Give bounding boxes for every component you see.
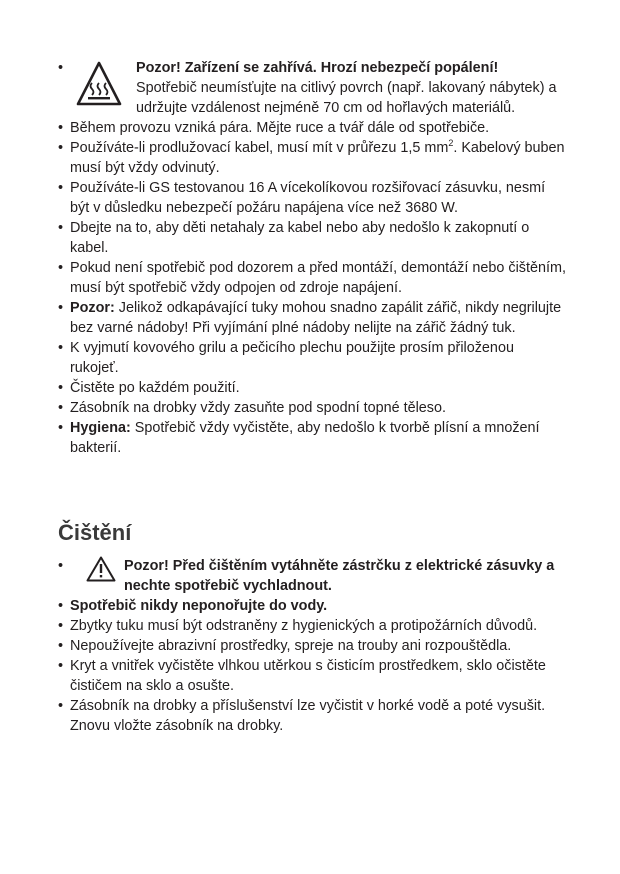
list-item-children: • Dbejte na to, aby děti netahaly za kabel nebo aby nedošlo k zakopnutí o kabel. [58,218,566,258]
list-item-crumb-tray: • Zásobník na drobky vždy zasuňte pod spodní topné těleso. [58,398,566,418]
list-item-cleaning-warning [58,556,566,596]
list-item-gs-socket: • Používáte-li GS testovanou 16 A vícekolíkovou rozšiřovací zásuvku, nesmí být v důsledku nebezpečí požáru napájena více než 3680 W. [58,178,566,218]
cleaning-heading: Čištění [58,520,132,545]
list-item-cable [58,138,566,178]
list-item-hygiene [58,418,566,458]
cleaning-list [58,556,566,736]
hygiene-text: Spotřebič vždy vyčistěte, aby nedošlo k tvorbě plísní a množení bakterií. [70,420,540,456]
hot-surface-warning-icon [76,61,122,107]
hygiene-label: Hygiena: [70,420,131,436]
hot-warning-block [70,58,566,118]
list-item-grease [58,298,566,338]
cable-text-a: Používáte-li prodlužovací kabel, musí mít v průřezu 1,5 mm [70,140,449,156]
cleaning-warning-text: • Pozor! Před čištěním vytáhněte zástrčku z elektrické zásuvky a nechte spotřebič vychladnout. [124,558,555,594]
cleaning-warning-block [70,556,566,596]
list-item-no-immerse [58,596,566,616]
list-item-grease-remove: • Zbytky tuku musí být odstraněny z hygienických a protipožárních důvodů. [58,616,566,636]
list-item-handle: • K vyjmutí kovového grilu a pečicího plechu použijte prosím přiloženou rukojeť. [58,338,566,378]
hot-warning-title: Pozor! Zařízení se zahřívá. Hrozí nebezpečí popálení! [136,60,499,76]
list-item-wipe: • Kryt a vnitřek vyčistěte vlhkou utěrkou s čisticím prostředkem, sklo očistěte čističem na sklo a osušte. [58,656,566,696]
list-item-steam: • Během provozu vzniká pára. Mějte ruce a tvář dále od spotřebiče. [58,118,566,138]
caution-triangle-icon [86,556,116,582]
cable-text-b: . Kabelový buben musí být vždy odvinutý. [70,140,565,176]
cable-superscript: 2 [448,138,454,149]
grease-text: Jelikož odkapávající tuky mohou snadno zapálit zářič, nikdy negrilujte bez varné nádoby! Při vyjímání plné nádoby nelijte na zářič žádný tuk. [70,300,562,336]
list-item-clean-after: • Čistěte po každém použití. [58,378,566,398]
list-item-no-abrasive: • Nepoužívejte abrazivní prostředky, spreje na trouby ani rozpouštědla. [58,636,566,656]
no-immerse-text: Spotřebič nikdy neponořujte do vody. [70,598,328,614]
grease-label: Pozor: [70,300,115,316]
hot-warning-text: Spotřebič neumísťujte na citlivý povrch (např. lakovaný nábytek) a udržujte vzdálenost nejméně 70 cm od hořlavých materiálů. [136,80,557,116]
list-item-hot-warning [58,58,566,118]
list-item-unattended: • Pokud není spotřebič pod dozorem a před montáží, demontáží nebo čištěním, musí být spotřebič vždy odpojen od zdroje napájení. [58,258,566,298]
list-item-hot-water: • Zásobník na drobky a příslušenství lze vyčistit v horké vodě a poté vysušit. Znovu vložte zásobník na drobky. [58,696,566,736]
safety-list [58,58,566,458]
